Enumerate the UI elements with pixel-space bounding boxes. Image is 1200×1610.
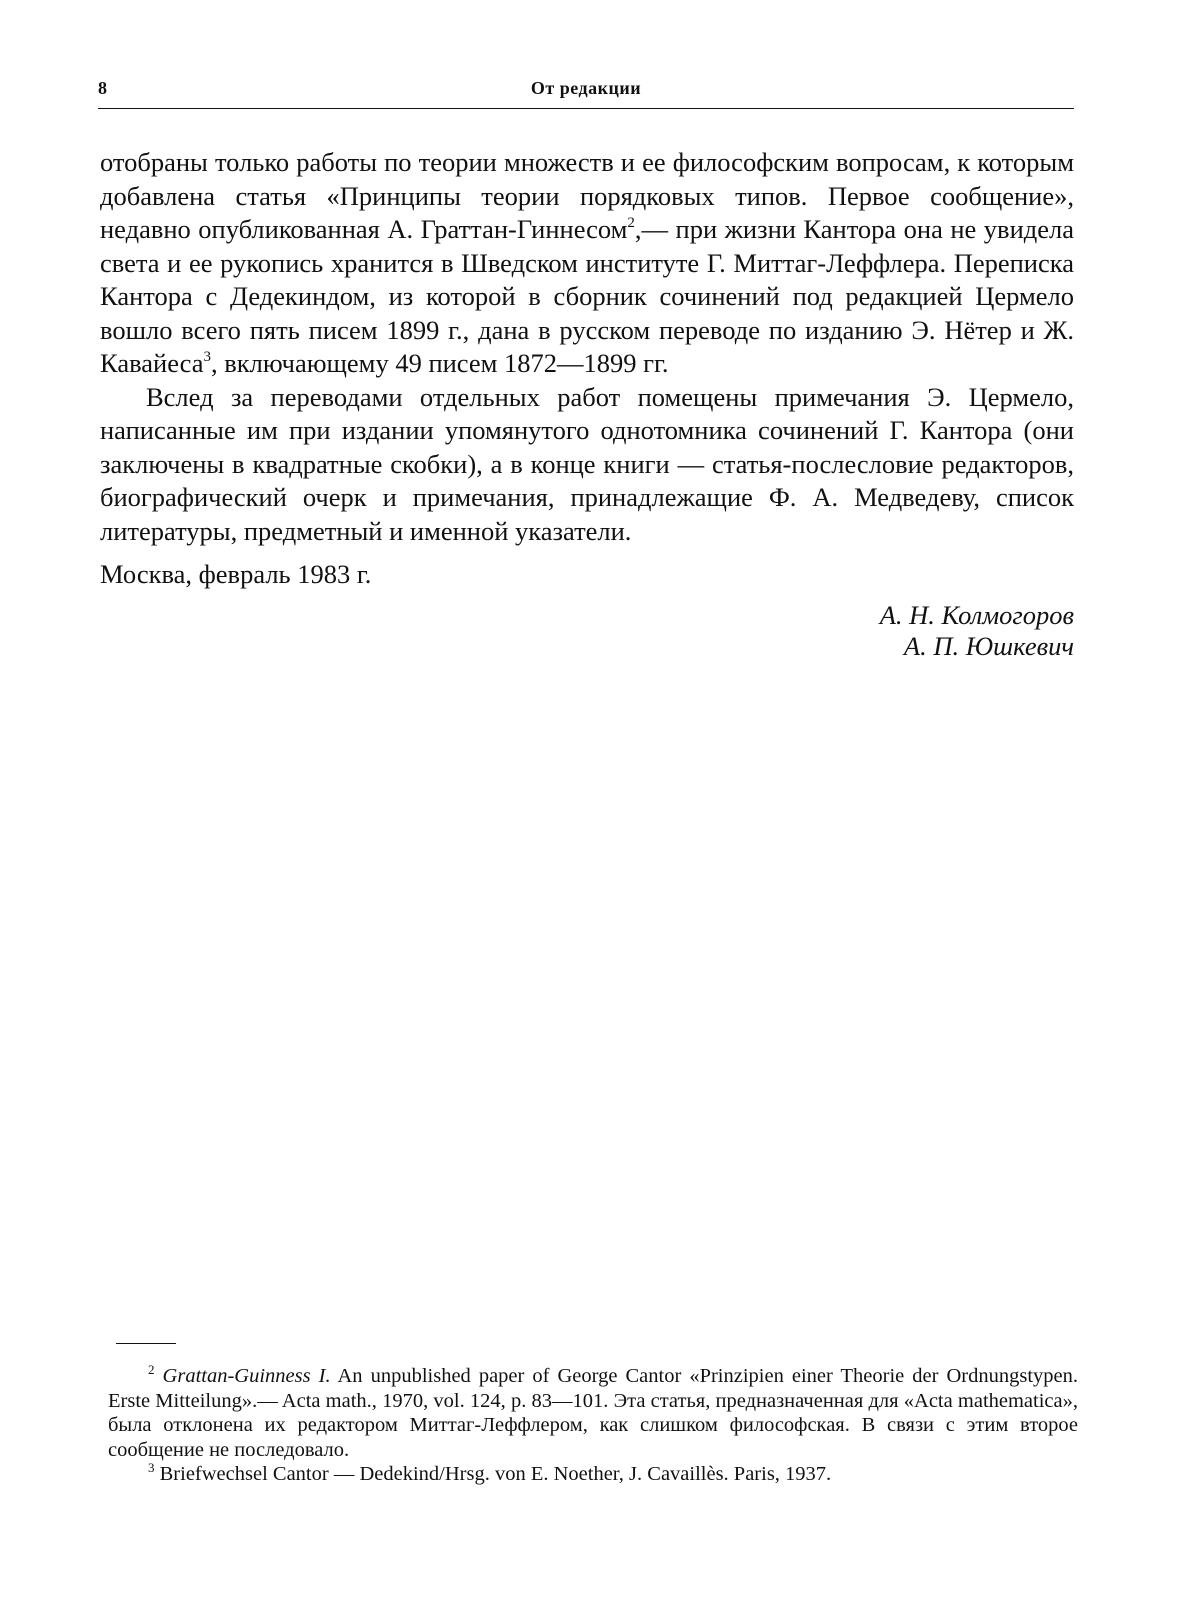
- main-text: [100, 146, 1074, 592]
- footnote-2: [108, 1364, 1078, 1462]
- footnote-ref-2: 2: [627, 215, 635, 231]
- footnote-3-marker: 3: [148, 1460, 155, 1475]
- paragraph-1-part-1: отобраны только работы по теории множеств и ее философским вопросам, к которым добавлена статья «Принципы теории порядковых типов. Первое сообщение», недавно опубликованная А. Граттан-Гиннесом: [100, 147, 1074, 244]
- footnote-ref-3: 3: [203, 349, 211, 365]
- paragraph-1: [100, 146, 1074, 381]
- signature-yushkevich: А. П. Юшкевич: [903, 631, 1074, 661]
- footnotes: [108, 1364, 1078, 1487]
- footnote-2-text: An unpublished paper of George Cantor «Prinzipien einer Theorie der Ordnungstypen. Erste Mitteilung».— Acta math., 1970, vol. 124, p. 83—101. Эта статья, предназначенная для «Acta mathematica», была отклонена их редактором Миттаг-Леффлером, как слишком философская. В связи с этим второе сообщение не последовало.: [108, 1365, 1079, 1461]
- footnote-3-text: Briefwechsel Cantor — Dedekind/Hrsg. von E. Noether, J. Cavaillès. Paris, 1937.: [154, 1463, 832, 1485]
- footnote-divider: [116, 1343, 176, 1344]
- running-title: От редакции: [530, 78, 642, 98]
- footnote-2-author: Grattan-Guinness I.: [162, 1365, 331, 1387]
- footnote-2-marker: 2: [148, 1362, 155, 1377]
- page-header: [98, 78, 1074, 109]
- paragraph-1-part-3: , включающему 49 писем 1872—1899 гг.: [210, 348, 669, 378]
- paragraph-2: Вслед за переводами отдельных работ помещены примечания Э. Цермело, написанные им при издании упомянутого однотомника сочинений Г. Кантора (они заключены в квадратные скобки), а в конце книги — статья-послесловие редакторов, биографический очерк и примечания, принадлежащие Ф. А. Медведеву, список литературы, предметный и именной указатели.: [100, 381, 1074, 546]
- place-date: Москва, февраль 1983 г.: [100, 559, 372, 589]
- paragraph-1-part-2: ,— при жизни Кантора она не увидела света и ее рукопись хранится в Шведском институте Г. Миттаг-Леффлера. Переписка Кантора с Дедекиндом, из которой в сборник сочинений под редакцией Цермело вошло всего пять писем 1899 г., дана в русском переводе по изданию Э. Нётер и Ж. Кавайеса: [100, 214, 1074, 378]
- signature-kolmogorov: А. Н. Колмогоров: [879, 600, 1074, 630]
- signatures: [880, 600, 1074, 662]
- footnote-3: [108, 1462, 1078, 1487]
- page-number: 8: [98, 78, 107, 98]
